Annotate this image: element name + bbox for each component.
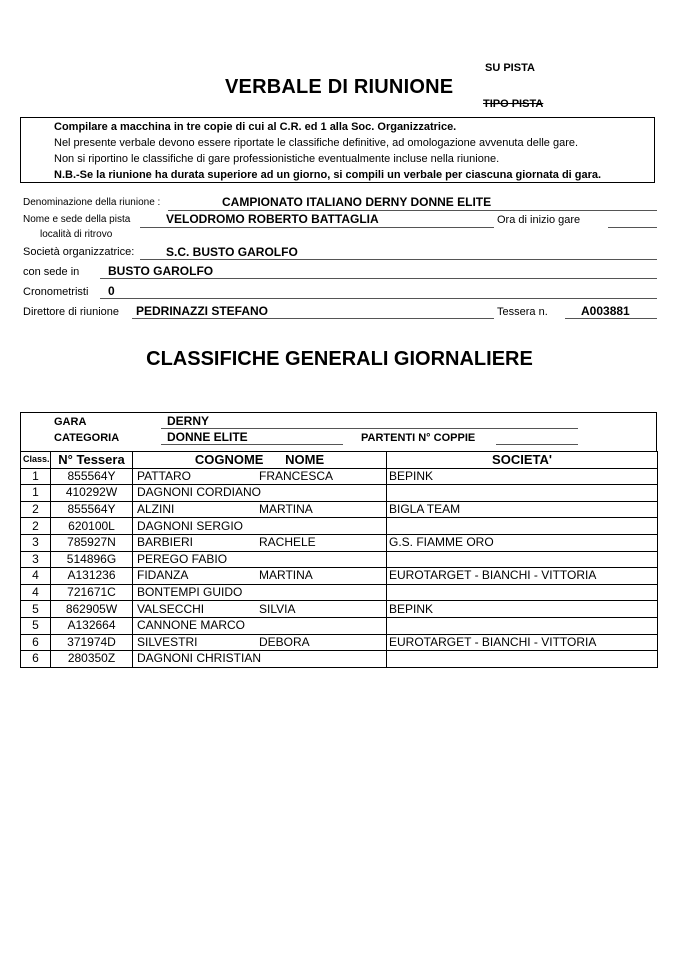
row-societa [387, 651, 658, 668]
su-pista-label: SU PISTA [485, 62, 535, 74]
row-class: 2 [21, 501, 51, 518]
table-row [21, 584, 658, 601]
row-tessera: A132664 [51, 617, 133, 634]
table-row [21, 518, 658, 535]
row-cognome: BONTEMPI GUIDO [137, 585, 243, 600]
row-tessera: 514896G [51, 551, 133, 568]
sede-underline [100, 278, 657, 279]
row-name-cell [133, 534, 387, 551]
table-row [21, 634, 658, 651]
header-class: Class. [21, 452, 51, 469]
table-row [21, 551, 658, 568]
row-class: 3 [21, 534, 51, 551]
row-tessera: 721671C [51, 584, 133, 601]
categoria-underline [161, 444, 343, 445]
row-cognome: ALZINI [137, 502, 175, 517]
row-tessera: 280350Z [51, 651, 133, 668]
row-class: 6 [21, 651, 51, 668]
gara-underline [161, 428, 578, 429]
row-societa: G.S. FIAMME ORO [387, 534, 658, 551]
gara-label: GARA [54, 416, 87, 428]
cronometristi-value: 0 [108, 284, 115, 298]
section-title: CLASSIFICHE GENERALI GIORNALIERE [146, 348, 533, 370]
row-tessera: 785927N [51, 534, 133, 551]
row-class: 3 [21, 551, 51, 568]
table-row [21, 601, 658, 618]
row-class: 5 [21, 601, 51, 618]
table-row [21, 534, 658, 551]
localita-label: località di ritrovo [40, 229, 113, 240]
row-cognome: BARBIERI [137, 535, 194, 550]
sede-label: con sede in [23, 266, 80, 278]
row-tessera: 620100L [51, 518, 133, 535]
row-societa: EUROTARGET - BIANCHI - VITTORIA [387, 634, 658, 651]
row-name-cell [133, 601, 387, 618]
row-class: 6 [21, 634, 51, 651]
row-cognome: PATTARO [137, 468, 191, 483]
row-tessera: 855564Y [51, 468, 133, 485]
gara-value: DERNY [167, 414, 210, 428]
row-tessera: 855564Y [51, 501, 133, 518]
tipo-pista-label: TIPO PISTA [483, 98, 544, 110]
row-name-cell [133, 634, 387, 651]
results-table [20, 451, 658, 668]
row-name-cell [133, 568, 387, 585]
societa-underline [140, 259, 657, 260]
row-societa: BEPINK [387, 601, 658, 618]
table-row [21, 501, 658, 518]
direttore-value: PEDRINAZZI STEFANO [136, 304, 269, 318]
nome-sede-underline [140, 227, 494, 228]
cronometristi-label: Cronometristi [23, 286, 89, 298]
direttore-underline [132, 318, 494, 319]
header-tessera: N° Tessera [51, 452, 133, 469]
document-title: VERBALE DI RIUNIONE [225, 76, 454, 98]
row-nome: MARTINA [259, 502, 313, 517]
row-tessera: 862905W [51, 601, 133, 618]
row-name-cell [133, 518, 387, 535]
societa-label: Società organizzatrice: [23, 246, 135, 258]
note-1: Compilare a macchina in tre copie di cui al C.R. ed 1 alla Soc. Organizzatrice. [54, 121, 457, 133]
row-nome: DEBORA [259, 634, 310, 649]
row-cognome: SILVESTRI [137, 634, 198, 649]
nome-sede-value: VELODROMO ROBERTO BATTAGLIA [166, 212, 379, 226]
header-cognome-nome [133, 452, 387, 469]
row-societa: BIGLA TEAM [387, 501, 658, 518]
header-societa: SOCIETA' [387, 452, 658, 469]
row-cognome: DAGNONI CORDIANO [137, 485, 262, 500]
row-name-cell [133, 617, 387, 634]
tessera-underline [565, 318, 657, 319]
sede-value: BUSTO GAROLFO [108, 264, 214, 278]
note-4: N.B.-Se la riunione ha durata superiore ad un giorno, si compili un verbale per ciascuna giornata di gara. [54, 169, 602, 181]
direttore-label: Direttore di riunione [23, 306, 119, 318]
denominazione-label: Denominazione della riunione : [23, 197, 161, 208]
note-3: Non si riportino le classifiche di gare professionistiche eventualmente incluse nella riunione. [54, 153, 500, 165]
row-societa: BEPINK [387, 468, 658, 485]
tessera-value: A003881 [581, 304, 630, 318]
ora-underline [608, 227, 657, 228]
race-info-box [20, 412, 657, 452]
header-nome: NOME [285, 452, 325, 468]
table-row [21, 485, 658, 502]
row-cognome: FIDANZA [137, 568, 189, 583]
ora-label: Ora di inizio gare [497, 214, 581, 226]
row-tessera: 410292W [51, 485, 133, 502]
row-class: 5 [21, 617, 51, 634]
row-cognome: DAGNONI CHRISTIAN [137, 651, 262, 666]
categoria-value: DONNE ELITE [167, 430, 248, 444]
row-name-cell [133, 501, 387, 518]
row-societa [387, 584, 658, 601]
row-cognome: PEREGO FABIO [137, 551, 228, 566]
row-class: 4 [21, 584, 51, 601]
nome-sede-label: Nome e sede della pista [23, 214, 131, 225]
row-class: 2 [21, 518, 51, 535]
note-2: Nel presente verbale devono essere riportate le classifiche definitive, ad omologazione avvenuta delle gare. [54, 137, 579, 149]
row-name-cell [133, 651, 387, 668]
cronometristi-underline [100, 298, 657, 299]
row-class: 1 [21, 468, 51, 485]
instructions-box [20, 117, 655, 183]
row-societa [387, 551, 658, 568]
denominazione-underline [168, 210, 657, 211]
partenti-label: PARTENTI N° COPPIE [361, 432, 476, 444]
row-class: 4 [21, 568, 51, 585]
table-row [21, 468, 658, 485]
table-row [21, 617, 658, 634]
row-societa [387, 485, 658, 502]
table-row [21, 568, 658, 585]
header-cognome: COGNOME [194, 452, 264, 468]
row-name-cell [133, 551, 387, 568]
table-row [21, 651, 658, 668]
tessera-label: Tessera n. [497, 306, 548, 318]
row-tessera: 371974D [51, 634, 133, 651]
categoria-label: CATEGORIA [54, 432, 120, 444]
row-name-cell [133, 485, 387, 502]
row-name-cell [133, 584, 387, 601]
row-societa: EUROTARGET - BIANCHI - VITTORIA [387, 568, 658, 585]
row-nome: FRANCESCA [259, 468, 334, 483]
denominazione-value: CAMPIONATO ITALIANO DERNY DONNE ELITE [222, 195, 492, 209]
row-cognome: DAGNONI SERGIO [137, 518, 244, 533]
row-societa [387, 617, 658, 634]
table-header-row [21, 452, 658, 469]
row-class: 1 [21, 485, 51, 502]
row-cognome: VALSECCHI [137, 601, 205, 616]
row-cognome: CANNONE MARCO [137, 618, 246, 633]
row-nome: MARTINA [259, 568, 313, 583]
row-nome: SILVIA [259, 601, 296, 616]
partenti-underline [496, 444, 578, 445]
row-name-cell [133, 468, 387, 485]
row-societa [387, 518, 658, 535]
row-nome: RACHELE [259, 535, 316, 550]
societa-value: S.C. BUSTO GAROLFO [166, 245, 298, 259]
row-tessera: A131236 [51, 568, 133, 585]
